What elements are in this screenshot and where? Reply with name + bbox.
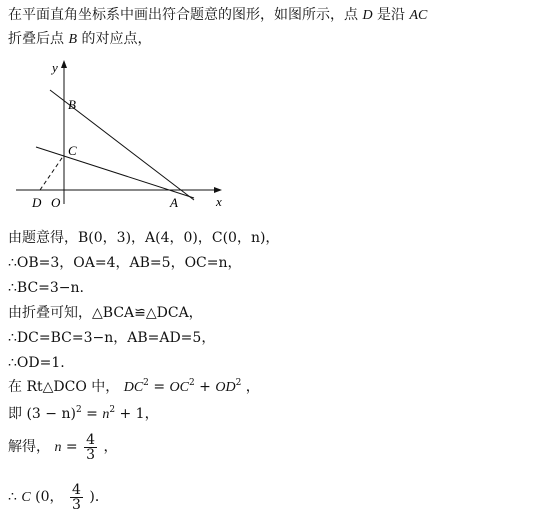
x-axis-label: x (216, 194, 222, 209)
intro-text-d: 的对应点， (81, 31, 152, 47)
fraction-c-numerator: 4 (72, 481, 81, 498)
solution-line-1: 由题意得，B(0，3)，A(4，0)，C(0，n)， (8, 230, 280, 246)
var-n: n (54, 440, 62, 455)
segment-ac-label: AC (409, 8, 428, 23)
therefore-symbol: ∴ (8, 489, 17, 505)
equation-prefix: 即 (8, 406, 22, 422)
intro-text-b: 是沿 (377, 7, 406, 23)
plus-sign: + (199, 379, 216, 395)
exp-od: 2 (235, 378, 242, 388)
fraction-c (70, 483, 83, 512)
intro-line-1 (8, 6, 427, 25)
rhs-exp: 2 (109, 405, 116, 415)
exp-oc: 2 (188, 378, 195, 388)
coordinate-figure (14, 54, 234, 214)
fraction-n (84, 433, 97, 462)
equals-sign-2: = (86, 406, 103, 422)
intro-text-c: 折叠后点 (8, 31, 64, 47)
comma-2: ， (103, 439, 118, 455)
origin-o: O (51, 195, 61, 210)
point-c: C (68, 143, 77, 158)
solution-line-9 (8, 432, 117, 463)
point-d-label: D (362, 8, 373, 23)
rhs-n: n (102, 407, 110, 422)
point-d: D (32, 195, 42, 210)
solution-line-10 (8, 482, 109, 513)
solve-prefix: 解得， (8, 439, 50, 455)
solution-line-4: 由折叠可知，△BCA≌△DCA， (8, 305, 203, 321)
coord-open: (0， (35, 489, 64, 505)
lhs-exp: 2 (75, 405, 82, 415)
solution-line-2: ∴OB=3，OA=4，AB=5，OC=n， (8, 255, 242, 271)
dashed-segment-dc (40, 155, 64, 190)
solution-line-7 (8, 378, 260, 397)
pythagoras-prefix: 在 Rt△DCO 中， (8, 379, 120, 395)
solution-line-3: ∴BC=3−n. (8, 280, 85, 296)
exp-dc: 2 (143, 378, 149, 388)
fraction-denominator: 3 (86, 446, 96, 463)
solution-line-6: ∴OD=1. (8, 355, 65, 371)
point-c-result: C (21, 490, 31, 505)
y-axis-arrow (61, 60, 67, 68)
y-axis-label: y (52, 60, 58, 75)
fraction-c-denominator: 3 (72, 496, 81, 513)
fraction-numerator: 4 (86, 431, 96, 448)
lhs-expr: (3 − n) (26, 406, 76, 422)
intro-line-2 (8, 30, 151, 49)
point-b-label: B (68, 32, 78, 47)
rhs-rest: + 1， (119, 406, 159, 422)
equals-sign: = (153, 379, 170, 395)
term-od: OD (215, 380, 236, 395)
comma: ， (245, 379, 260, 395)
x-axis-arrow (214, 187, 222, 193)
equals-sign-3: = (65, 439, 83, 455)
solution-line-8 (8, 405, 159, 424)
point-b: B (68, 97, 76, 112)
term-dc: DC (123, 380, 144, 395)
point-a: A (170, 195, 178, 210)
solution-line-5: ∴DC=BC=3−n，AB=AD=5， (8, 330, 216, 346)
coord-close: )． (89, 489, 109, 505)
term-oc: OC (169, 380, 189, 395)
intro-text-a: 在平面直角坐标系中画出符合题意的图形，如图所示，点 (8, 7, 358, 23)
